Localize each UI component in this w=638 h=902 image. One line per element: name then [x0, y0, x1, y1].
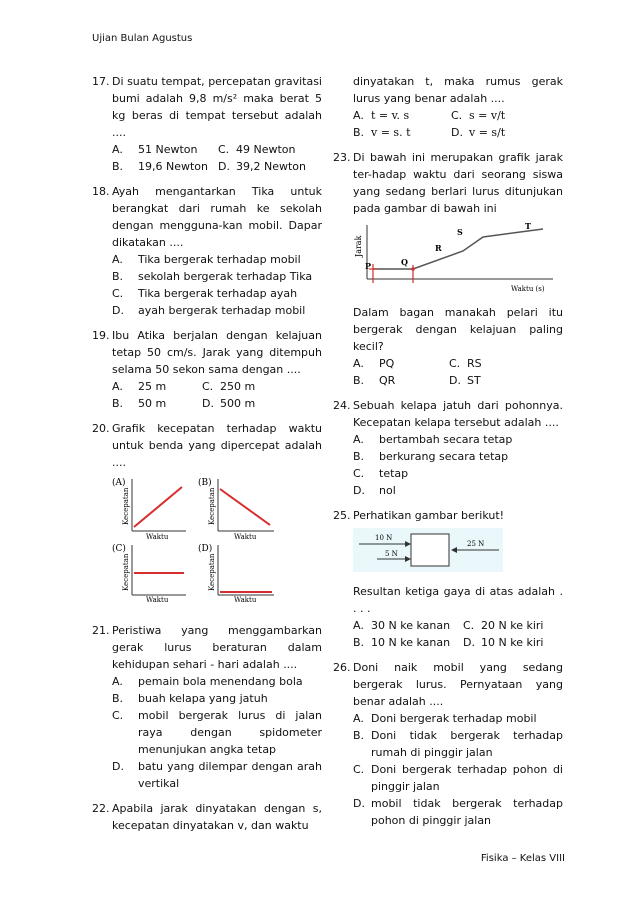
question-text: Perhatikan gambar berikut! [353, 509, 505, 522]
option-d[interactable]: 500 m [220, 397, 256, 410]
option-a[interactable]: 51 Newton [138, 143, 198, 156]
option-d[interactable]: ayah bergerak terhadap mobil [138, 304, 306, 317]
question-number: 23. [333, 151, 351, 164]
graph-c [112, 543, 186, 603]
option-letter: A. [112, 143, 123, 156]
question-number: 20. [92, 422, 110, 435]
option-b[interactable]: berkurang secara tetap [379, 450, 509, 463]
option-letter: C. [218, 143, 230, 156]
graph-label: (D) [198, 544, 213, 554]
option-letter: C. [463, 619, 475, 632]
axis-y-label: Kecepatan [122, 487, 130, 525]
option-letter: B. [353, 729, 365, 742]
option-letter: A. [353, 357, 364, 370]
option-c[interactable]: 49 Newton [236, 143, 296, 156]
question-23 [333, 149, 563, 389]
option-letter: C. [112, 287, 124, 300]
graph-b [198, 477, 274, 541]
option-letter: A. [112, 253, 123, 266]
question-text-2: Resultan ketiga gaya di atas adalah . . . . [353, 585, 563, 615]
point-r: R [435, 243, 442, 253]
question-21 [92, 622, 322, 792]
option-b[interactable]: buah kelapa yang jatuh [138, 692, 268, 705]
option-letter: C. [202, 380, 214, 393]
option-letter: B. [112, 692, 124, 705]
point-s: S [457, 227, 463, 237]
axis-y-label: Kecepatan [122, 553, 130, 591]
graph-line [134, 487, 182, 527]
option-letter: D. [449, 374, 461, 387]
option-d[interactable]: v = s/t [469, 126, 506, 139]
option-letter: B. [353, 450, 365, 463]
option-letter: C. [451, 109, 463, 122]
axis-x-label: Waktu [146, 533, 169, 541]
question-22 [92, 800, 322, 834]
option-c[interactable]: Doni bergerak terhadap pohon di pinggir jalan [371, 763, 563, 793]
question-number: 18. [92, 185, 110, 198]
question-number: 19. [92, 329, 110, 342]
option-b[interactable]: Doni tidak bergerak terhadap rumah di pinggir jalan [371, 729, 563, 759]
question-number: 24. [333, 399, 351, 412]
page-header: Ujian Bulan Agustus [92, 33, 193, 44]
block [411, 534, 449, 566]
option-letter: C. [112, 709, 124, 722]
option-a[interactable]: PQ [379, 357, 395, 370]
option-letter: A. [353, 712, 364, 725]
left-column [92, 73, 322, 842]
question-text: Di bawah ini merupakan grafik jarak ter-hadap waktu dari seorang siswa yang sedang berlari lurus ditunjukan pada gambar di bawah ini [353, 151, 563, 215]
option-c[interactable]: 250 m [220, 380, 256, 393]
option-a[interactable]: Tika bergerak terhadap mobil [138, 253, 301, 266]
axis-y-label: Kecepatan [208, 553, 216, 591]
graph-line [220, 489, 270, 525]
option-letter: D. [451, 126, 463, 139]
option-c[interactable]: Tika bergerak terhadap ayah [138, 287, 298, 300]
axis-y-label: Kecepatan [208, 487, 216, 525]
question-text: Peristiwa yang menggambarkan gerak lurus beraturan dalam kehidupan sehari - hari adalah .... [112, 624, 322, 671]
option-letter: A. [353, 619, 364, 632]
question-number: 22. [92, 802, 110, 815]
option-letter: D. [202, 397, 214, 410]
graph-label: (A) [112, 478, 126, 488]
option-letter: C. [449, 357, 461, 370]
question-18 [92, 183, 322, 319]
option-c[interactable]: s = v/t [469, 109, 506, 122]
option-c[interactable]: mobil bergerak lurus di jalan raya dengan spidometer menunjukan angka tetap [138, 709, 322, 756]
option-c[interactable]: 20 N ke kiri [481, 619, 544, 632]
option-letter: B. [112, 160, 124, 173]
velocity-time-graphs-figure [112, 475, 282, 603]
option-letter: A. [112, 380, 123, 393]
point-t: T [525, 221, 531, 231]
graph-label: (B) [198, 478, 212, 488]
option-letter: D. [353, 484, 365, 497]
question-text: dinyatakan t, maka rumus gerak lurus yang benar adalah .... [353, 75, 563, 105]
distance-time-graph-figure [353, 221, 558, 293]
axis-x-label: Waktu (s) [511, 285, 545, 293]
option-letter: D. [353, 797, 365, 810]
option-c[interactable]: RS [467, 357, 482, 370]
option-d[interactable]: 10 N ke kiri [481, 636, 544, 649]
question-number: 21. [92, 624, 110, 637]
option-d[interactable]: batu yang dilempar dengan arah vertikal [138, 760, 322, 790]
point-q: Q [401, 257, 408, 267]
axis-x-label: Waktu [146, 596, 169, 603]
question-text: Ayah mengantarkan Tika untuk berangkat dari rumah ke sekolah dengan mengguna-kan mobil. Dapar dikatakan .... [112, 185, 322, 249]
option-b[interactable]: sekolah bergerak terhadap Tika [138, 270, 313, 283]
right-column [333, 73, 563, 837]
graph-a [112, 477, 186, 541]
axis-y-label: Jarak [354, 235, 363, 257]
option-letter: A. [353, 109, 364, 122]
option-letter: D. [463, 636, 475, 649]
question-number: 25. [333, 509, 351, 522]
option-b[interactable]: 19,6 Newton [138, 160, 208, 173]
question-25 [333, 507, 563, 651]
option-d[interactable]: mobil tidak bergerak terhadap pohon di pinggir jalan [371, 797, 563, 827]
option-a[interactable]: Doni bergerak terhadap mobil [371, 712, 537, 725]
graph-d [198, 543, 274, 603]
option-letter: B. [112, 397, 124, 410]
option-letter: B. [353, 374, 365, 387]
question-text: Sebuah kelapa jatuh dari pohonnya. Kecepatan kelapa tersebut adalah .... [353, 399, 563, 429]
option-letter: C. [353, 763, 365, 776]
option-a[interactable]: pemain bola menendang bola [138, 675, 303, 688]
option-d[interactable]: ST [467, 374, 481, 387]
option-letter: B. [353, 126, 365, 139]
page-footer: Fisika – Kelas VIII [480, 853, 565, 864]
force-label-25n: 25 N [467, 540, 485, 548]
question-text: Doni naik mobil yang sedang bergerak lurus. Pernyataan yang benar adalah .... [353, 661, 563, 708]
question-number: 26. [333, 661, 351, 674]
question-text: Grafik kecepatan terhadap waktu untuk benda yang dipercepat adalah .... [112, 422, 322, 469]
option-b[interactable]: 50 m [138, 397, 167, 410]
option-b[interactable]: QR [379, 374, 396, 387]
option-letter: D. [218, 160, 230, 173]
axis-x-label: Waktu [234, 596, 257, 603]
question-text: Apabila jarak dinyatakan dengan s, kecepatan dinyatakan v, dan waktu [112, 802, 322, 832]
option-letter: B. [353, 636, 365, 649]
question-19 [92, 327, 322, 412]
option-letter: C. [353, 467, 365, 480]
question-text: Di suatu tempat, percepatan gravitasi bumi adalah 9,8 m/s² maka berat 5 kg beras di tempat tersebut adalah .... [112, 75, 322, 139]
option-letter: A. [353, 433, 364, 446]
point-p: P [365, 261, 372, 271]
option-d[interactable]: 39,2 Newton [236, 160, 306, 173]
option-a[interactable]: 30 N ke kanan [371, 619, 451, 632]
question-24 [333, 397, 563, 499]
question-text: Ibu Atika berjalan dengan kelajuan tetap 50 cm/s. Jarak yang ditempuh selama 50 sekon sama dengan .... [112, 329, 322, 376]
force-diagram-figure [353, 528, 503, 572]
force-label-10n: 10 N [375, 534, 393, 542]
question-26 [333, 659, 563, 829]
option-a[interactable]: t = v. s [371, 109, 410, 122]
question-22-continued [333, 73, 563, 141]
option-letter: B. [112, 270, 124, 283]
option-c[interactable]: tetap [379, 467, 409, 480]
option-a[interactable]: bertambah secara tetap [379, 433, 513, 446]
option-b[interactable]: v = s. t [371, 126, 411, 139]
option-b[interactable]: 10 N ke kanan [371, 636, 451, 649]
option-d[interactable]: nol [379, 484, 396, 497]
question-number: 17. [92, 75, 110, 88]
question-text-2: Dalam bagan manakah pelari itu bergerak dengan kelajuan paling kecil? [353, 306, 563, 353]
axis-x-label: Waktu [234, 533, 257, 541]
question-17 [92, 73, 322, 175]
option-letter: A. [112, 675, 123, 688]
force-label-5n: 5 N [385, 550, 398, 558]
option-letter: D. [112, 760, 124, 773]
question-20 [92, 420, 322, 614]
graph-label: (C) [112, 544, 126, 554]
option-a[interactable]: 25 m [138, 380, 167, 393]
option-letter: D. [112, 304, 124, 317]
